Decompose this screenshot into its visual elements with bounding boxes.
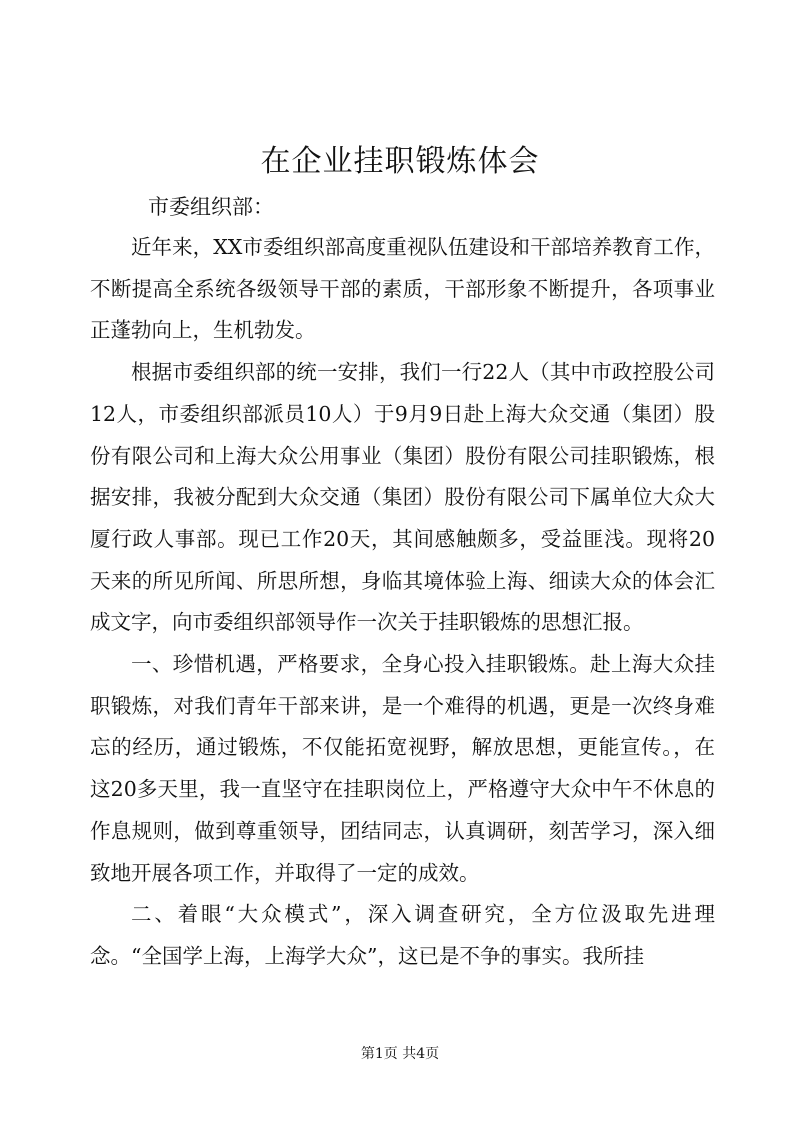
paragraph-intro: 近年来，XX市委组织部高度重视队伍建设和干部培养教育工作，不断提高全系统各级领导干部的素质，干部形象不断提升，各项事业正蓬勃向上，生机勃发。 [90,235,715,343]
document-title: 在企业挂职锻炼体会 [260,144,540,179]
paragraph-section-one: 一、珍惜机遇，严格要求，全身心投入挂职锻炼。赴上海大众挂职锻炼，对我们青年干部来讲，是一个难得的机遇，更是一次终身难忘的经历，通过锻炼，不仅能拓宽视野，解放思想，更能宣传。，在这20多天里，我一直坚守在挂职岗位上，严格遵守大众中午不休息的作息规则，做到尊重领导，团结同志，认真调研，刻苦学习，深入细致地开展各项工作，并取得了一定的成效。 [90,652,715,885]
document-body [90,227,715,978]
paragraph-arrangement: 根据市委组织部的统一安排，我们一行22人（其中市政控股公司12人，市委组织部派员10人）于9月9日赴上海大众交通（集团）股份有限公司和上海大众公用事业（集团）股份有限公司挂职锻炼，根据安排，我被分配到大众交通（集团）股份有限公司下属单位大众大厦行政人事部。现已工作20天，其间感触颇多，受益匪浅。现将20天来的所见所闻、所思所想，身临其境体验上海、细读大众的体会汇成文字，向市委组织部领导作一次关于挂职锻炼的思想汇报。 [90,360,715,635]
page-footer: 第1页 共4页 [360,1046,440,1062]
salutation: 市委组织部： [148,195,274,219]
paragraph-section-two: 二、着眼“大众模式”，深入调查研究，全方位汲取先进理念。“全国学上海，上海学大众”，这已是不争的事实。我所挂 [90,902,715,968]
